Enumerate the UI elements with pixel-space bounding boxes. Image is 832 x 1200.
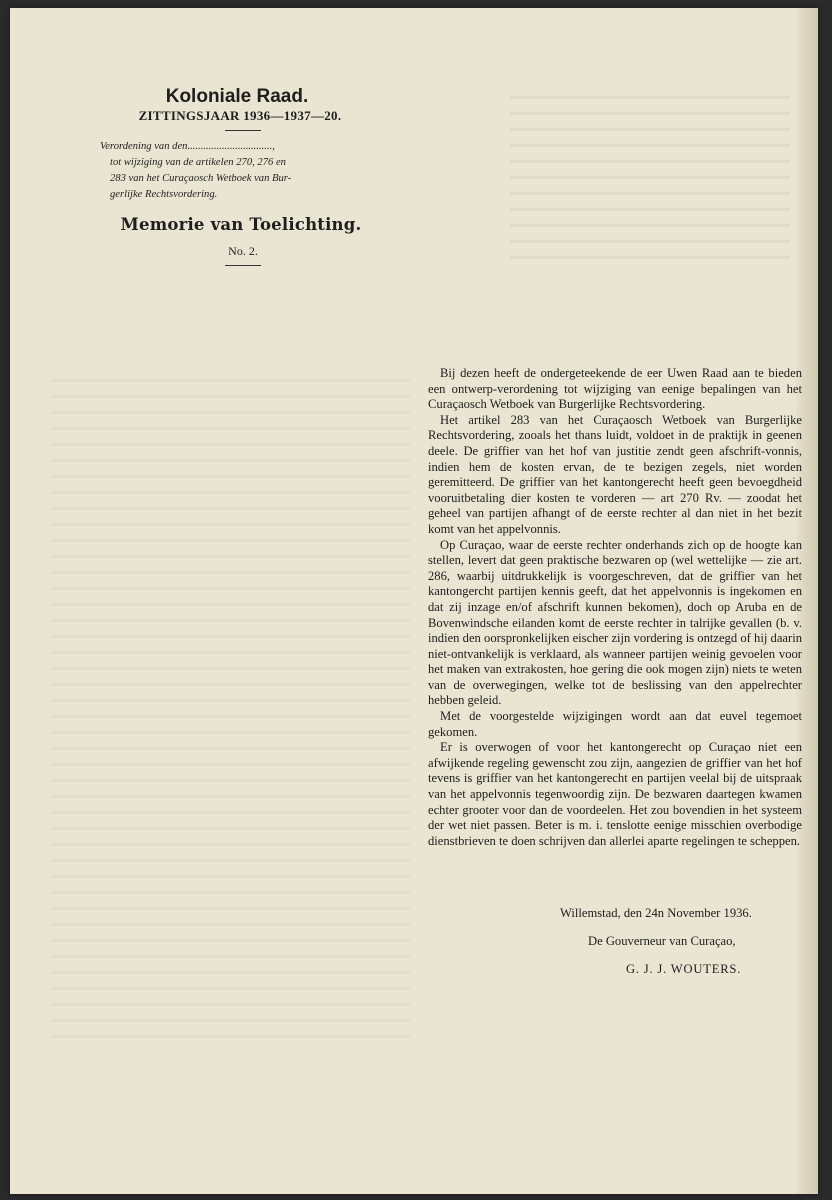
document-title: Koloniale Raad. — [165, 86, 309, 107]
ordinance-line: 283 van het Curaçaosch Wetboek van Bur- — [110, 173, 292, 184]
paragraph: Bij dezen heeft de ondergeteekende de eer Uwen Raad aan te bieden een ontwerp-verordening tot wijziging van eenige bepalingen van het Curaçaosch Wetboek van Burgerlijke Rechtsvordering. — [428, 366, 802, 412]
signatory-name: G. J. J. WOUTERS. — [626, 962, 742, 976]
memorandum-body — [428, 366, 802, 849]
document-page — [10, 8, 818, 1194]
ordinance-line: tot wijziging van de artikelen 270, 276 en — [110, 157, 286, 168]
document-number: No. 2. — [228, 244, 258, 258]
document-type-heading: Memorie van Toelichting. — [120, 215, 362, 234]
document-header — [88, 86, 378, 274]
divider — [225, 130, 261, 131]
paragraph: Met de voorgestelde wijzigingen wordt aan dat euvel tegemoet gekomen. — [428, 709, 802, 739]
paragraph: Er is overwogen of voor het kantongerecht op Curaçao niet een afwijkende regeling gewenscht zou zijn, aangezien de griffier van het hof tevens is griffier van het kantongerecht en partijen veelal bij de uitspraak van het appelvonnis tegenwoordig zijn. De bezwaren daartegen kwamen echter grooter voor dan de voordeelen. Het zou bovendien in het systeem der wet niet passen. Beter is m. i. tenslotte eenige misschien overbodige dienstbrieven te doen schrijven dan allerlei aparte regelingen te scheppen. — [428, 740, 802, 848]
governor-office: De Gouverneur van Curaçao, — [588, 934, 736, 948]
divider — [225, 265, 261, 266]
show-through-reverse — [510, 86, 790, 266]
ordinance-description — [88, 139, 378, 203]
place-date: Willemstad, den 24n November 1936. — [560, 906, 752, 920]
show-through-column — [50, 368, 410, 1048]
session-year: ZITTINGSJAAR 1936—1937—20. — [138, 108, 342, 123]
ordinance-line: Verordening van den................................, — [100, 141, 275, 152]
paragraph: Het artikel 283 van het Curaçaosch Wetboek van Burgerlijke Rechtsvordering, zooals het thans luidt, voldoet in de praktijk in geenen deele. De griffier van het hof van justitie zendt geen afschrift-vonnis, indien hem de kosten ervan, de te bezigen zegels, niet worden geremitteerd. De griffier van het kantongerecht heeft geen bevoegdheid vooruitbetaling dier kosten te vorderen — art 270 Rv. — zoodat het geheel van partijen afhangt of de eerste rechter al dan niet in het bezit komt van het appelvonnis. — [428, 412, 802, 536]
ordinance-line: gerlijke Rechtsvordering. — [110, 189, 218, 200]
paragraph: Op Curaçao, waar de eerste rechter onderhands zich op de hoogte kan stellen, levert dat geen praktische bezwaren op (wel wettelijke — zie art. 286, waarbij uitdrukkelijk is voorgeschreven, dat de griffier van het kantongercht partijen kennis geeft, dat het appelvonnis is ingekomen en dat zij inzage en/of afschrift kunnen bekomen), doch op Aruba en de Bovenwindsche eilanden komt de eerste rechter in talrijke gevallen (b. v. indien den oorspronkelijken eischer zijn vordering is ontzegd of hij daarin niet-ontvankelijk is verklaard, als wanneer partijen weinig gevoelen voor het maken van extrakosten, hoe gering die ook mogen zijn) niets te weten van de overwegingen, welke tot de beslissing van den appelrechter hebben geleid. — [428, 537, 802, 708]
closing-block — [428, 906, 798, 986]
